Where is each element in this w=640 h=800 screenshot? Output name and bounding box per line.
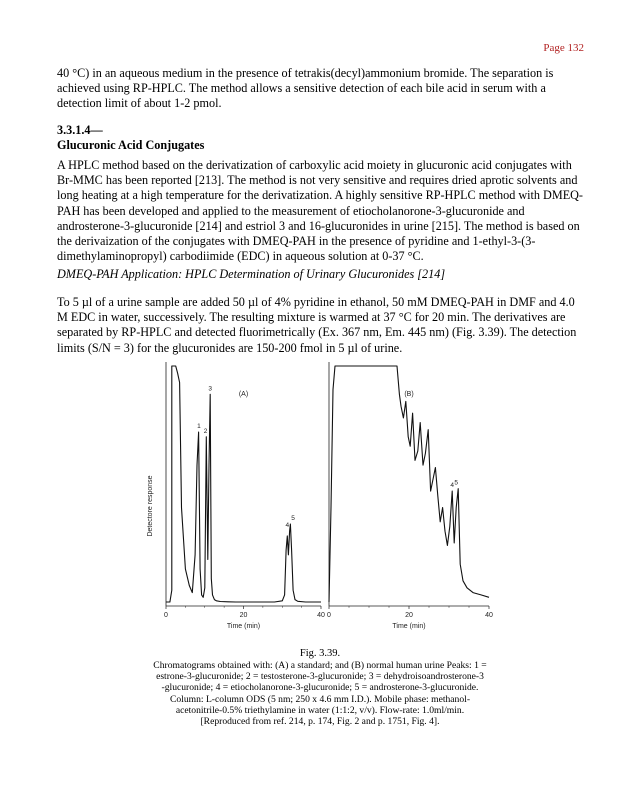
peak-label: 5 bbox=[291, 515, 295, 523]
chromatogram-chart bbox=[140, 358, 510, 638]
caption-line: estrone-3-glucuronide; 2 = testosterone-3-glucuronide; 3 = dehydroisoandrosterone-3 bbox=[156, 671, 484, 683]
chromatogram-trace bbox=[329, 366, 489, 602]
figure-caption bbox=[140, 660, 500, 727]
panel-title: (A) bbox=[238, 391, 249, 398]
section-title: Glucuronic Acid Conjugates bbox=[57, 138, 205, 152]
caption-line: Column: L-column ODS (5 nm; 250 x 4.6 mm I.D.). Mobile phase: methanol- bbox=[169, 693, 471, 705]
peak-label: 4 bbox=[450, 482, 455, 490]
caption-line: -glucuronide; 4 = etiocholanorone-3-glucuronide; 5 = androsterone-3-glucuronide. bbox=[161, 682, 479, 694]
chromatogram-trace bbox=[166, 366, 321, 602]
paragraph-intro: 40 °C) in an aqueous medium in the presence of tetrakis(decyl)ammonium bromide. The separation is achieved using RP-HPLC. The method allows a sensitive detection of each bile acid in serum with a detection limit of about 1-2 pmol. bbox=[57, 66, 554, 111]
paragraph-procedure: To 5 µl of a urine sample are added 50 µl of 4% pyridine in ethanol, 50 mM DMEQ-PAH in DMF and 4.0 M EDC in water, successively. The resulting mixture is warmed at 37 °C for 20 min. The derivatives are separated by RP-HPLC and detected fluorimetrically (Ex. 367 nm, Em. 445 nm) (Fig. 3.39). The detection limits (S/N = 3) for the glucuronides are 150-200 fmol in 5 µl of urine. bbox=[57, 295, 577, 355]
caption-line: Chromatograms obtained with: (A) a standard; and (B) normal human urine Peaks: 1 = bbox=[153, 660, 487, 671]
peak-label: 4 bbox=[285, 522, 290, 530]
figure-label: Fig. 3.39. bbox=[299, 648, 341, 659]
caption-line: acetonitrile-0.5% triethylamine in water (1:1:2, v/v). Flow-rate: 1.0ml/min. bbox=[175, 704, 465, 716]
peak-label: 2 bbox=[203, 427, 208, 435]
x-tick-label: 40 bbox=[317, 612, 325, 619]
chromatogram-figure bbox=[140, 358, 510, 638]
x-axis-label: Time (min) bbox=[392, 623, 426, 630]
panel-title: (B) bbox=[404, 391, 414, 398]
caption-line: [Reproduced from ref. 214, p. 174, Fig. 2 and p. 1751, Fig. 4]. bbox=[200, 716, 440, 728]
section-number: 3.3.1.4— bbox=[57, 123, 103, 137]
x-tick-label: 0 bbox=[164, 612, 168, 619]
page-number: Page 132 bbox=[543, 42, 584, 54]
x-tick-label: 40 bbox=[485, 612, 493, 619]
application-title: DMEQ-PAH Application: HPLC Determination of Urinary Glucuronides [214] bbox=[57, 267, 446, 281]
peak-label: 1 bbox=[197, 423, 201, 431]
y-axis-label: Detectore response bbox=[147, 475, 154, 537]
x-axis-label: Time (min) bbox=[226, 623, 261, 630]
x-tick-label: 20 bbox=[405, 612, 413, 619]
paragraph-method: A HPLC method based on the derivatization of carboxylic acid moiety in glucuronic acid conjugates with Br-MMC has been reported [213]. The method is not very sensitive and requires dried aprotic solvents and long heating at a high temperature for the derivatization. A highly sensitive RP-HPLC method with DMEQ-PAH has been developed and applied to the measurement of etiocholanorone-3-glucuronide and androsterone-3-glucuronide [214] and estriol 3 and 16-glucuronides in urine [215]. The method is based on the derivaization of the conjugates with DMEQ-PAH in the presence of pyridine and 1-ethyl-3-(3-dimethylaminopropyl) carbodiimide (EDC) in aqueous solution at 0-37 °C. bbox=[57, 158, 583, 264]
x-tick-label: 0 bbox=[327, 612, 331, 619]
x-tick-label: 20 bbox=[239, 612, 248, 619]
peak-label: 5 bbox=[454, 479, 459, 487]
peak-label: 3 bbox=[208, 385, 212, 393]
